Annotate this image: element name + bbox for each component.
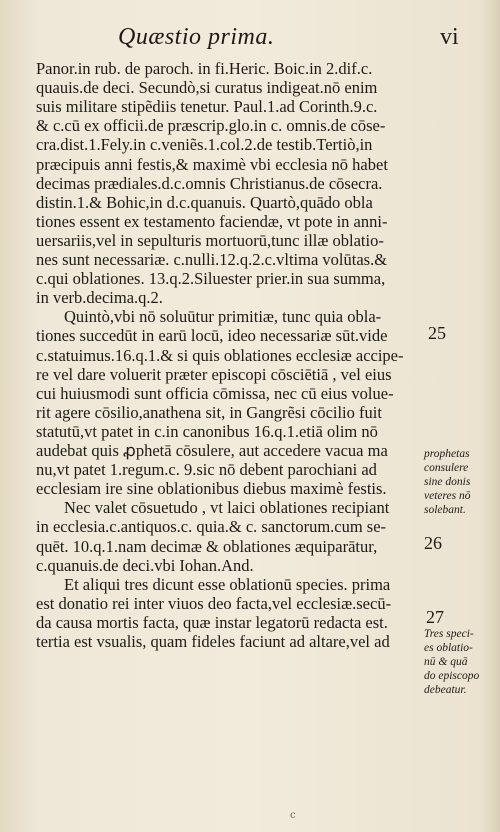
text-line: cra.dist.1.Fely.in c.veniẽs.1.col.2.de testib.Tertiò,in	[36, 135, 373, 155]
text-line: tiones succedūt in earū locū, ideo necessariæ sūt.vide	[36, 326, 388, 346]
text-line: nu,vt patet 1.regum.c. 9.sic nō debent parochiani ad	[36, 460, 377, 480]
text-line: quēt. 10.q.1.nam decimæ & oblationes æquiparātur,	[36, 536, 378, 556]
text-line: distin.1.& Bohic,in d.c.quanuis. Quartò,quādo obla	[36, 192, 373, 212]
text-line: Et aliqui tres dicunt esse oblationū species. prima	[64, 574, 391, 594]
margin-note-line: nū & quā	[424, 656, 468, 668]
text-line: Nec valet cōsuetudo , vt laici oblationes recipiant	[64, 498, 390, 518]
margin-note-line: es oblatio-	[424, 642, 473, 654]
text-line: statutū,vt patet in c.in canonibus 16.q.1.etiā olim nō	[36, 421, 378, 441]
text-line: nes sunt necessariæ. c.nulli.12.q.2.c.vltima volūtas.&	[36, 250, 388, 269]
margin-note-line: veteres nō	[424, 490, 471, 502]
text-line: & c.cū ex officii.de præscrip.glo.in c. omnis.de cōse-	[36, 116, 386, 136]
text-line: Panor.in rub. de paroch. in fi.Heric. Boic.in 2.dif.c.	[36, 59, 373, 78]
margin-number-25: 25	[428, 323, 446, 343]
text-line: c.statuimus.16.q.1.& si quis oblationes ecclesiæ accipe-	[36, 345, 404, 365]
text-line: c.quanuis.de deci.vbi Iohan.And.	[36, 555, 254, 575]
catchword: c	[290, 810, 296, 821]
text-line: cui huiusmodi sunt officia cōmissa, nec cū eius volue-	[36, 383, 394, 403]
margin-note-line: debeatur.	[424, 684, 467, 696]
text-line: est donatio rei inter viuos deo facta,vel ecclesiæ.secū-	[36, 593, 392, 613]
text-line: c.qui oblationes. 13.q.2.Siluester prier.in sua summa,	[36, 269, 386, 289]
text-line: præcipuis anni festis,& maximè vbi ecclesia nō habet	[36, 154, 388, 174]
margin-note-line: sine donis	[424, 476, 471, 488]
text-line: da causa mortis facta, quæ instar legatorū redacta est.	[36, 612, 388, 632]
text-line: ecclesiam ire sine oblationibus diebus maximè festis.	[36, 479, 387, 499]
margin-note-line: do episcopo	[424, 670, 480, 682]
margin-note-line: consulere	[424, 462, 469, 474]
text-line: rit agere cōsilio,anathena sit, in Gangrẽsi cōcilio fuit	[36, 402, 382, 422]
text-line: quauis.de deci. Secundò,si curatus indigeat.nō enim	[36, 78, 378, 98]
margin-note-tres-species	[424, 627, 479, 697]
text-line: Quintò,vbi nō soluūtur primitiæ, tunc quia obla-	[64, 307, 382, 327]
text-line: in verb.decima.q.2.	[36, 288, 163, 308]
text-line: tiones essent ex testamento faciendæ, vt pote in anni-	[36, 211, 388, 231]
running-head: Quæstio prima.	[118, 24, 275, 50]
text-line: decimas prædiales.d.c.omnis Christianus.de cōsecra.	[36, 173, 383, 193]
text-line: suis militare stipẽdiis tenetur. Paul.1.ad Corinth.9.c.	[36, 97, 378, 117]
margin-number-26: 26	[424, 533, 442, 553]
text-line: re vel dare voluerit præter episcopi cōsciētiā , vel eius	[36, 364, 392, 384]
margin-note-line: prophetas	[424, 448, 470, 460]
margin-note-line: solebant.	[424, 504, 466, 516]
text-line: uersariis,vel in sepulturis mortuorū,tunc illæ oblatio-	[36, 230, 384, 250]
margin-note-line: Tres speci-	[424, 628, 474, 640]
margin-note-prophetas	[424, 447, 471, 517]
text-line: in ecclesia.c.antiquos.c. quia.& c. sanctorum.cum se-	[36, 517, 387, 537]
margin-number-27: 27	[426, 607, 444, 627]
text-line: audebat quis ꝓphetā cōsulere, aut accedere vacua ma	[36, 441, 388, 460]
text-line: tertia est vsualis, quam fideles faciunt ad altare,vel ad	[36, 632, 390, 651]
folio-number: vi	[440, 24, 459, 50]
